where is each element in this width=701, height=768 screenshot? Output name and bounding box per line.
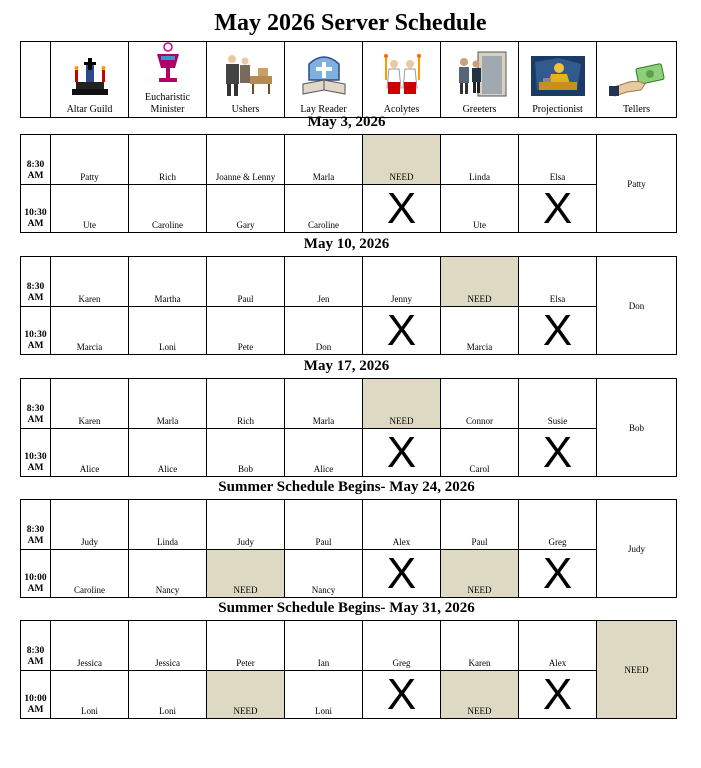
assignee-cell: Marcia [51, 307, 129, 355]
role-header-projectionist [519, 42, 597, 118]
teller-cell: Bob [597, 379, 677, 477]
service-time-period: AM [27, 415, 44, 425]
service-time-period: AM [27, 463, 44, 473]
need-volunteer-cell: NEED [363, 135, 441, 185]
service-row [21, 550, 677, 598]
service-row [21, 135, 677, 185]
assignee-cell: Alice [51, 429, 129, 477]
assignee-cell: Greg [363, 621, 441, 671]
not-needed-mark: X [519, 429, 597, 477]
week-schedule-table [20, 134, 677, 233]
assignee-cell: Karen [51, 379, 129, 429]
service-time-period: AM [27, 536, 44, 546]
service-time [21, 185, 51, 233]
not-needed-mark: X [519, 307, 597, 355]
role-label: Lay Reader [300, 104, 347, 115]
assignee-cell: Caroline [285, 185, 363, 233]
service-time [21, 500, 51, 550]
assignee-cell: Loni [129, 671, 207, 719]
role-label: Altar Guild [66, 104, 113, 115]
assignee-cell: Susie [519, 379, 597, 429]
projectionist-icon [519, 54, 596, 102]
greeters-icon [441, 50, 518, 102]
assignee-cell: Paul [441, 500, 519, 550]
role-header-tellers [597, 42, 677, 118]
bible-window-icon [285, 54, 362, 102]
assignee-cell: Nancy [129, 550, 207, 598]
assignee-cell: Ute [441, 185, 519, 233]
week-schedule-table [20, 378, 677, 477]
service-row [21, 185, 677, 233]
week-schedule-table [20, 499, 677, 598]
assignee-cell: Caroline [51, 550, 129, 598]
chalice-icon [129, 42, 206, 90]
assignee-cell: Martha [129, 257, 207, 307]
assignee-cell: Paul [207, 257, 285, 307]
need-volunteer-cell: NEED [207, 671, 285, 719]
teller-cell: NEED [597, 621, 677, 719]
assignee-cell: Paul [285, 500, 363, 550]
need-volunteer-cell: NEED [441, 257, 519, 307]
assignee-cell: Jessica [129, 621, 207, 671]
assignee-cell: Loni [285, 671, 363, 719]
service-row [21, 307, 677, 355]
service-row [21, 257, 677, 307]
service-time-hour: 10:30 [24, 208, 47, 218]
assignee-cell: Marla [285, 379, 363, 429]
service-time-period: AM [27, 657, 44, 667]
assignee-cell: Marla [285, 135, 363, 185]
assignee-cell: Jen [285, 257, 363, 307]
not-needed-mark: X [363, 671, 441, 719]
service-row [21, 500, 677, 550]
teller-cell: Patty [597, 135, 677, 233]
service-time-hour: 10:00 [24, 694, 47, 704]
service-time [21, 135, 51, 185]
week-schedule-table [20, 256, 677, 355]
assignee-cell: Linda [129, 500, 207, 550]
role-label: Acolytes [383, 104, 420, 115]
not-needed-mark: X [519, 550, 597, 598]
service-time [21, 379, 51, 429]
week-date-title: Summer Schedule Begins- May 24, 2026 [218, 479, 475, 495]
assignee-cell: Jenny [363, 257, 441, 307]
assignee-cell: Karen [51, 257, 129, 307]
service-time [21, 257, 51, 307]
assignee-cell: Don [285, 307, 363, 355]
role-header-eucharistic-minister [129, 42, 207, 118]
service-time-hour: 8:30 [26, 160, 45, 170]
page-title: May 2026 Server Schedule [214, 10, 487, 36]
service-row [21, 429, 677, 477]
assignee-cell: Rich [207, 379, 285, 429]
assignee-cell: Elsa [519, 135, 597, 185]
service-row [21, 379, 677, 429]
assignee-cell: Ute [51, 185, 129, 233]
need-volunteer-cell: NEED [363, 379, 441, 429]
assignee-cell: Connor [441, 379, 519, 429]
not-needed-mark: X [363, 185, 441, 233]
role-header-altar-guild [51, 42, 129, 118]
assignee-cell: Marla [129, 379, 207, 429]
role-header-lay-reader [285, 42, 363, 118]
service-time [21, 307, 51, 355]
role-label: Ushers [231, 104, 260, 115]
assignee-cell: Pete [207, 307, 285, 355]
service-row [21, 621, 677, 671]
service-time [21, 429, 51, 477]
not-needed-mark: X [363, 429, 441, 477]
week-date-title: May 3, 2026 [307, 114, 386, 130]
assignee-cell: Gary [207, 185, 285, 233]
service-time-hour: 8:30 [26, 282, 45, 292]
assignee-cell: Ian [285, 621, 363, 671]
assignee-cell: Marcia [441, 307, 519, 355]
altar-icon [51, 56, 128, 102]
role-header-table [20, 41, 677, 118]
money-hand-icon [597, 62, 676, 102]
role-label: Eucharistic Minister [145, 92, 190, 115]
assignee-cell: Joanne & Lenny [207, 135, 285, 185]
role-header-ushers [207, 42, 285, 118]
not-needed-mark: X [363, 307, 441, 355]
role-label: Projectionist [532, 104, 583, 115]
assignee-cell: Loni [51, 671, 129, 719]
assignee-cell: Peter [207, 621, 285, 671]
week-date-title: May 17, 2026 [303, 358, 390, 374]
week-schedule-table [20, 620, 677, 719]
assignee-cell: Caroline [129, 185, 207, 233]
assignee-cell: Patty [51, 135, 129, 185]
service-time-period: AM [27, 171, 44, 181]
assignee-cell: Alex [519, 621, 597, 671]
teller-cell: Judy [597, 500, 677, 598]
service-time-period: AM [27, 584, 44, 594]
service-time-hour: 10:30 [24, 330, 47, 340]
assignee-cell: Elsa [519, 257, 597, 307]
service-time-period: AM [27, 705, 44, 715]
assignee-cell: Bob [207, 429, 285, 477]
service-time-hour: 10:30 [24, 452, 47, 462]
role-header-acolytes [363, 42, 441, 118]
assignee-cell: Greg [519, 500, 597, 550]
acolytes-icon [363, 52, 440, 102]
assignee-cell: Nancy [285, 550, 363, 598]
service-time [21, 621, 51, 671]
role-label: Greeters [462, 104, 497, 115]
role-label: Tellers [622, 104, 651, 115]
ushers-icon [207, 52, 284, 102]
assignee-cell: Jessica [51, 621, 129, 671]
time-header-cell [21, 42, 51, 118]
teller-cell: Don [597, 257, 677, 355]
service-time-period: AM [27, 219, 44, 229]
not-needed-mark: X [519, 185, 597, 233]
assignee-cell: Judy [51, 500, 129, 550]
service-time [21, 550, 51, 598]
assignee-cell: Carol [441, 429, 519, 477]
assignee-cell: Alice [285, 429, 363, 477]
week-date-title: May 10, 2026 [303, 236, 390, 252]
service-time-hour: 10:00 [24, 573, 47, 583]
service-time-period: AM [27, 341, 44, 351]
service-time-hour: 8:30 [26, 525, 45, 535]
assignee-cell: Linda [441, 135, 519, 185]
service-time-period: AM [27, 293, 44, 303]
service-time-hour: 8:30 [26, 646, 45, 656]
service-row [21, 671, 677, 719]
assignee-cell: Judy [207, 500, 285, 550]
service-time-hour: 8:30 [26, 404, 45, 414]
need-volunteer-cell: NEED [207, 550, 285, 598]
assignee-cell: Karen [441, 621, 519, 671]
role-header-greeters [441, 42, 519, 118]
not-needed-mark: X [519, 671, 597, 719]
need-volunteer-cell: NEED [441, 671, 519, 719]
service-time [21, 671, 51, 719]
assignee-cell: Alex [363, 500, 441, 550]
week-date-title: Summer Schedule Begins- May 31, 2026 [218, 600, 475, 616]
not-needed-mark: X [363, 550, 441, 598]
assignee-cell: Rich [129, 135, 207, 185]
assignee-cell: Alice [129, 429, 207, 477]
need-volunteer-cell: NEED [441, 550, 519, 598]
assignee-cell: Loni [129, 307, 207, 355]
